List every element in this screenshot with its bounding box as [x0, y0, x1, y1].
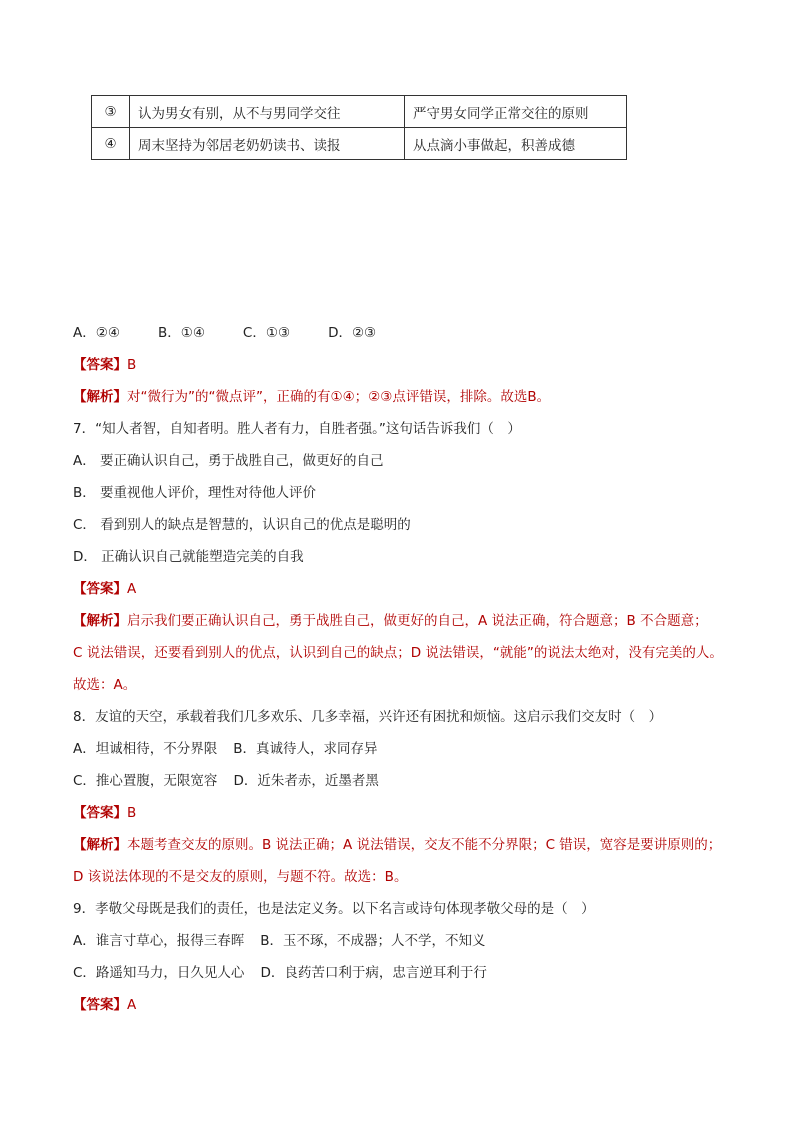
q9-options-row — [73, 963, 487, 983]
behavior-review-table — [91, 95, 627, 160]
analysis-tag: 【解析】 — [73, 837, 127, 853]
answer-tag: 【答案】 — [73, 581, 127, 597]
q6-answer — [73, 355, 136, 375]
q8-analysis — [73, 835, 721, 855]
row-number: ③ — [92, 96, 130, 128]
q9-stem: 9．孝敬父母既是我们的责任，也是法定义务。以下名言或诗句体现孝敬父母的是（ ） — [73, 901, 595, 917]
analysis-text: 本题考查交友的原则。B 说法正确；A 说法错误，交友不能不分界限；C 错误，宽容是要讲原则的； — [127, 837, 722, 853]
q9-option-d: D．良药苦口利于病，忠言逆耳利于行 — [260, 965, 487, 981]
q8-stem: 8．友谊的天空，承载着我们几多欢乐、几多幸福，兴许还有困扰和烦恼。这启示我们交友时（ ） — [73, 709, 663, 725]
q7-option-b: B． 要重视他人评价，理性对待他人评价 — [73, 485, 317, 501]
q8-option-d: D．近朱者赤，近墨者黑 — [233, 773, 379, 789]
analysis-text: 启示我们要正确认识自己，勇于战胜自己，做更好的自己，A 说法正确，符合题意；B 不合题意； — [127, 613, 708, 629]
answer-tag: 【答案】 — [73, 997, 127, 1013]
q7-analysis-line: 故选：A。 — [73, 677, 137, 693]
answer-value: B — [127, 357, 137, 373]
q6-option-d: D．②③ — [328, 325, 377, 341]
q7-option-d: D． 正确认识自己就能塑造完美的自我 — [73, 549, 304, 565]
q9-option-c: C．路遥知马力，日久见人心 — [73, 965, 245, 981]
q8-answer — [73, 803, 136, 823]
q9-options-row — [73, 931, 486, 951]
q8-options-row — [73, 739, 378, 759]
q7-option-a: A． 要正确认识自己，勇于战胜自己，做更好的自己 — [73, 453, 384, 469]
q9-option-b: B．玉不琢，不成器；人不学，不知义 — [260, 933, 486, 949]
q6-analysis — [73, 387, 550, 407]
row-review: 严守男女同学正常交往的原则 — [405, 96, 627, 128]
answer-value: B — [127, 805, 137, 821]
answer-value: A — [127, 997, 137, 1013]
row-action: 周末坚持为邻居老奶奶读书、读报 — [130, 128, 405, 160]
q6-option-a: A．②④ — [73, 325, 120, 341]
q8-analysis-line: D 该说法体现的不是交友的原则，与题不符。故选：B。 — [73, 869, 408, 885]
row-review: 从点滴小事做起，积善成德 — [405, 128, 627, 160]
analysis-tag: 【解析】 — [73, 389, 127, 405]
q7-analysis-line: C 说法错误，还要看到别人的优点，认识到自己的缺点；D 说法错误，“就能”的说法太绝对，没有完美的人。 — [73, 645, 723, 661]
analysis-text: 对“微行为”的“微点评”，正确的有①④；②③点评错误，排除。故选B。 — [127, 389, 551, 405]
q7-option-c: C． 看到别人的缺点是智慧的，认识自己的优点是聪明的 — [73, 517, 411, 533]
row-number: ④ — [92, 128, 130, 160]
q6-option-b: B．①④ — [157, 325, 205, 341]
q7-stem: 7．“知人者智，自知者明。胜人者有力，自胜者强。”这句话告诉我们（ ） — [73, 421, 521, 437]
table-row — [92, 96, 627, 128]
analysis-tag: 【解析】 — [73, 613, 127, 629]
q7-analysis — [73, 611, 708, 631]
q8-option-c: C．推心置腹，无限宽容 — [73, 773, 218, 789]
q6-option-c: C．①③ — [242, 325, 291, 341]
q9-answer — [73, 995, 136, 1015]
row-action: 认为男女有别，从不与男同学交往 — [130, 96, 405, 128]
q8-options-row — [73, 771, 379, 791]
answer-tag: 【答案】 — [73, 357, 127, 373]
table-row — [92, 128, 627, 160]
answer-tag: 【答案】 — [73, 805, 127, 821]
q9-option-a: A．谁言寸草心，报得三春晖 — [73, 933, 245, 949]
answer-value: A — [127, 581, 137, 597]
q8-option-a: A．坦诚相待，不分界限 — [73, 741, 218, 757]
q7-answer — [73, 579, 136, 599]
q8-option-b: B．真诚待人，求同存异 — [233, 741, 378, 757]
q6-options — [73, 323, 376, 343]
